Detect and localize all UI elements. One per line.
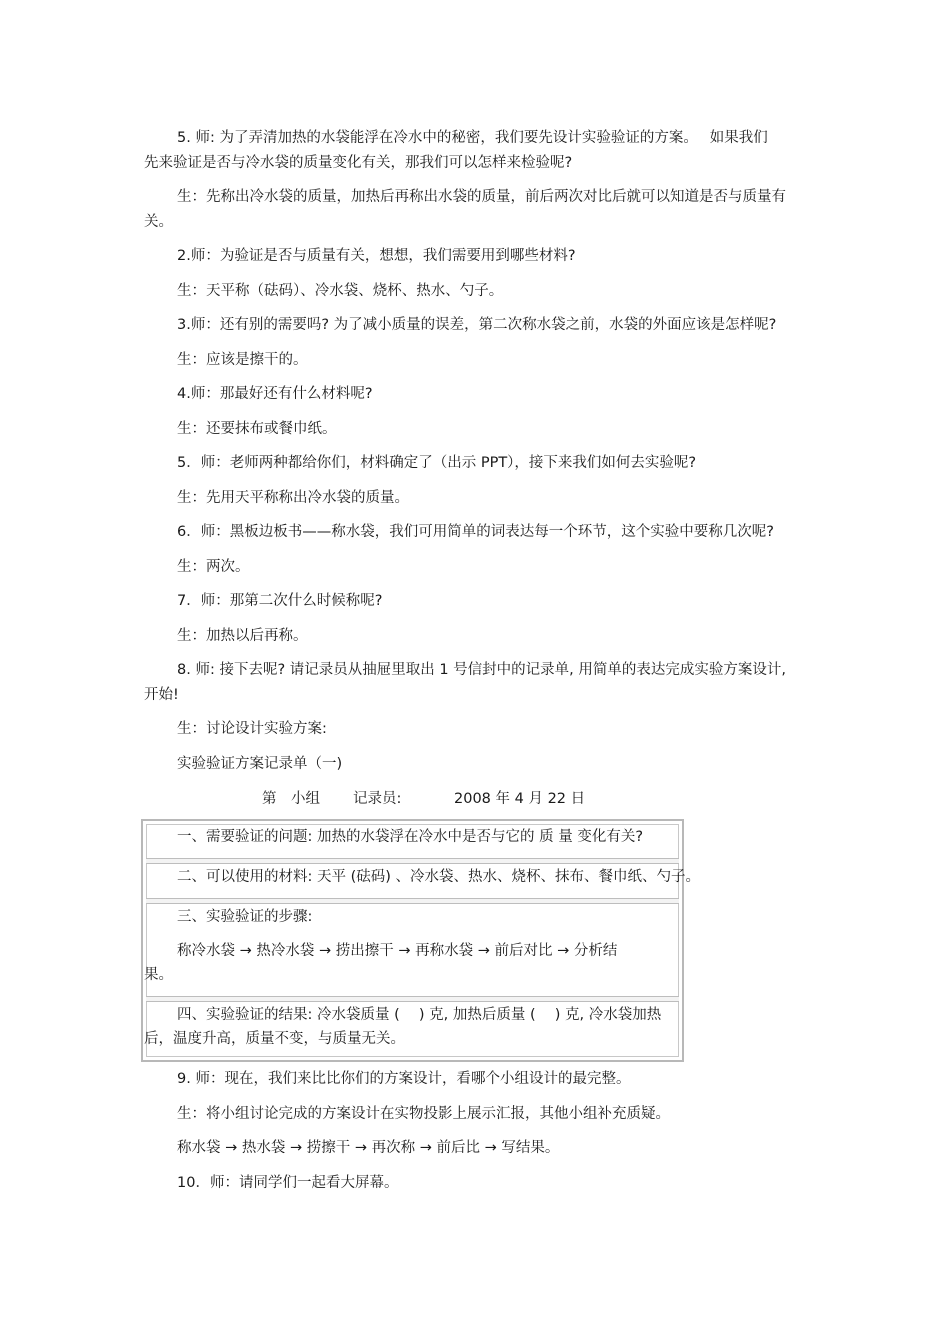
table-row-result-line: 后，温度升高，质量不变，与质量无关。 bbox=[144, 1031, 405, 1047]
table-row-steps-line: 称冷水袋 → 热冷水袋 → 捞出擦干 → 再称水袋 → 前后对比 → 分析结 bbox=[177, 943, 618, 959]
table-row-materials: 二、可以使用的材料: 天平 (砝码) 、冷水袋、热水、烧杯、抹布、餐巾纸、勺子。 bbox=[177, 869, 701, 885]
paragraph-line: 生：将小组讨论完成的方案设计在实物投影上展示汇报，其他小组补充质疑。 bbox=[177, 1106, 670, 1122]
group-label: 第 小组 bbox=[262, 791, 320, 807]
paragraph-line: 称水袋 → 热水袋 → 捞擦干 → 再次称 → 前后比 → 写结果。 bbox=[177, 1140, 560, 1156]
row-divider bbox=[146, 898, 679, 904]
record-sheet-title: 实验验证方案记录单（一) bbox=[177, 756, 343, 772]
paragraph-line: 生：加热以后再称。 bbox=[177, 628, 308, 644]
paragraph-line: 生：先用天平称称出冷水袋的质量。 bbox=[177, 490, 409, 506]
paragraph-line: 生：还要抹布或餐巾纸。 bbox=[177, 421, 337, 437]
paragraph-line: 生：应该是擦干的。 bbox=[177, 352, 308, 368]
record-date: 2008 年 4 月 22 日 bbox=[454, 791, 586, 807]
row-divider bbox=[146, 996, 679, 1002]
table-row-steps-title: 三、实验验证的步骤: bbox=[177, 909, 313, 925]
paragraph-line: 2.师：为验证是否与质量有关，想想，我们需要用到哪些材料? bbox=[177, 248, 576, 264]
table-row-result-line: 四、实验验证的结果: 冷水袋质量 ( ) 克, 加热后质量 ( ) 克, 冷水袋加热 bbox=[177, 1007, 662, 1023]
paragraph-line: 生：天平称（砝码）、冷水袋、烧杯、热水、勺子。 bbox=[177, 283, 504, 299]
paragraph-line: 先来验证是否与冷水袋的质量变化有关，那我们可以怎样来检验呢? bbox=[144, 155, 573, 171]
table-row-steps-line: 果。 bbox=[144, 967, 173, 983]
paragraph-line: 7．师：那第二次什么时候称呢? bbox=[177, 593, 383, 609]
paragraph-line: 3.师：还有别的需要吗? 为了减小质量的误差，第二次称水袋之前，水袋的外面应该是怎样呢? bbox=[177, 317, 777, 333]
paragraph-line: 开始! bbox=[144, 687, 179, 703]
paragraph-line: 5. 师: 为了弄清加热的水袋能浮在冷水中的秘密，我们要先设计实验验证的方案。 如果我们 bbox=[177, 130, 768, 146]
row-divider bbox=[146, 858, 679, 864]
paragraph-line: 10．师：请同学们一起看大屏幕。 bbox=[177, 1175, 399, 1191]
paragraph-line: 4.师：那最好还有什么材料呢? bbox=[177, 386, 373, 402]
paragraph-line: 生：先称出冷水袋的质量，加热后再称出水袋的质量，前后两次对比后就可以知道是否与质量有 bbox=[177, 189, 786, 205]
paragraph-line: 生：两次。 bbox=[177, 559, 250, 575]
paragraph-line: 6．师：黑板边板书——称水袋，我们可用简单的词表达每一个环节，这个实验中要称几次呢? bbox=[177, 524, 774, 540]
paragraph-line: 生：讨论设计实验方案: bbox=[177, 721, 327, 737]
table-row-question: 一、需要验证的问题: 加热的水袋浮在冷水中是否与它的 质 量 变化有关? bbox=[177, 829, 644, 845]
recorder-label: 记录员: bbox=[353, 791, 402, 807]
paragraph-line: 关。 bbox=[144, 214, 173, 230]
paragraph-line: 5．师：老师两种都给你们，材料确定了（出示 PPT），接下来我们如何去实验呢? bbox=[177, 455, 697, 471]
paragraph-line: 9. 师：现在，我们来比比你们的方案设计，看哪个小组设计的最完整。 bbox=[177, 1071, 631, 1087]
paragraph-line: 8. 师: 接下去呢? 请记录员从抽屉里取出 1 号信封中的记录单, 用简单的表达完成实验方案设计, bbox=[177, 662, 787, 678]
